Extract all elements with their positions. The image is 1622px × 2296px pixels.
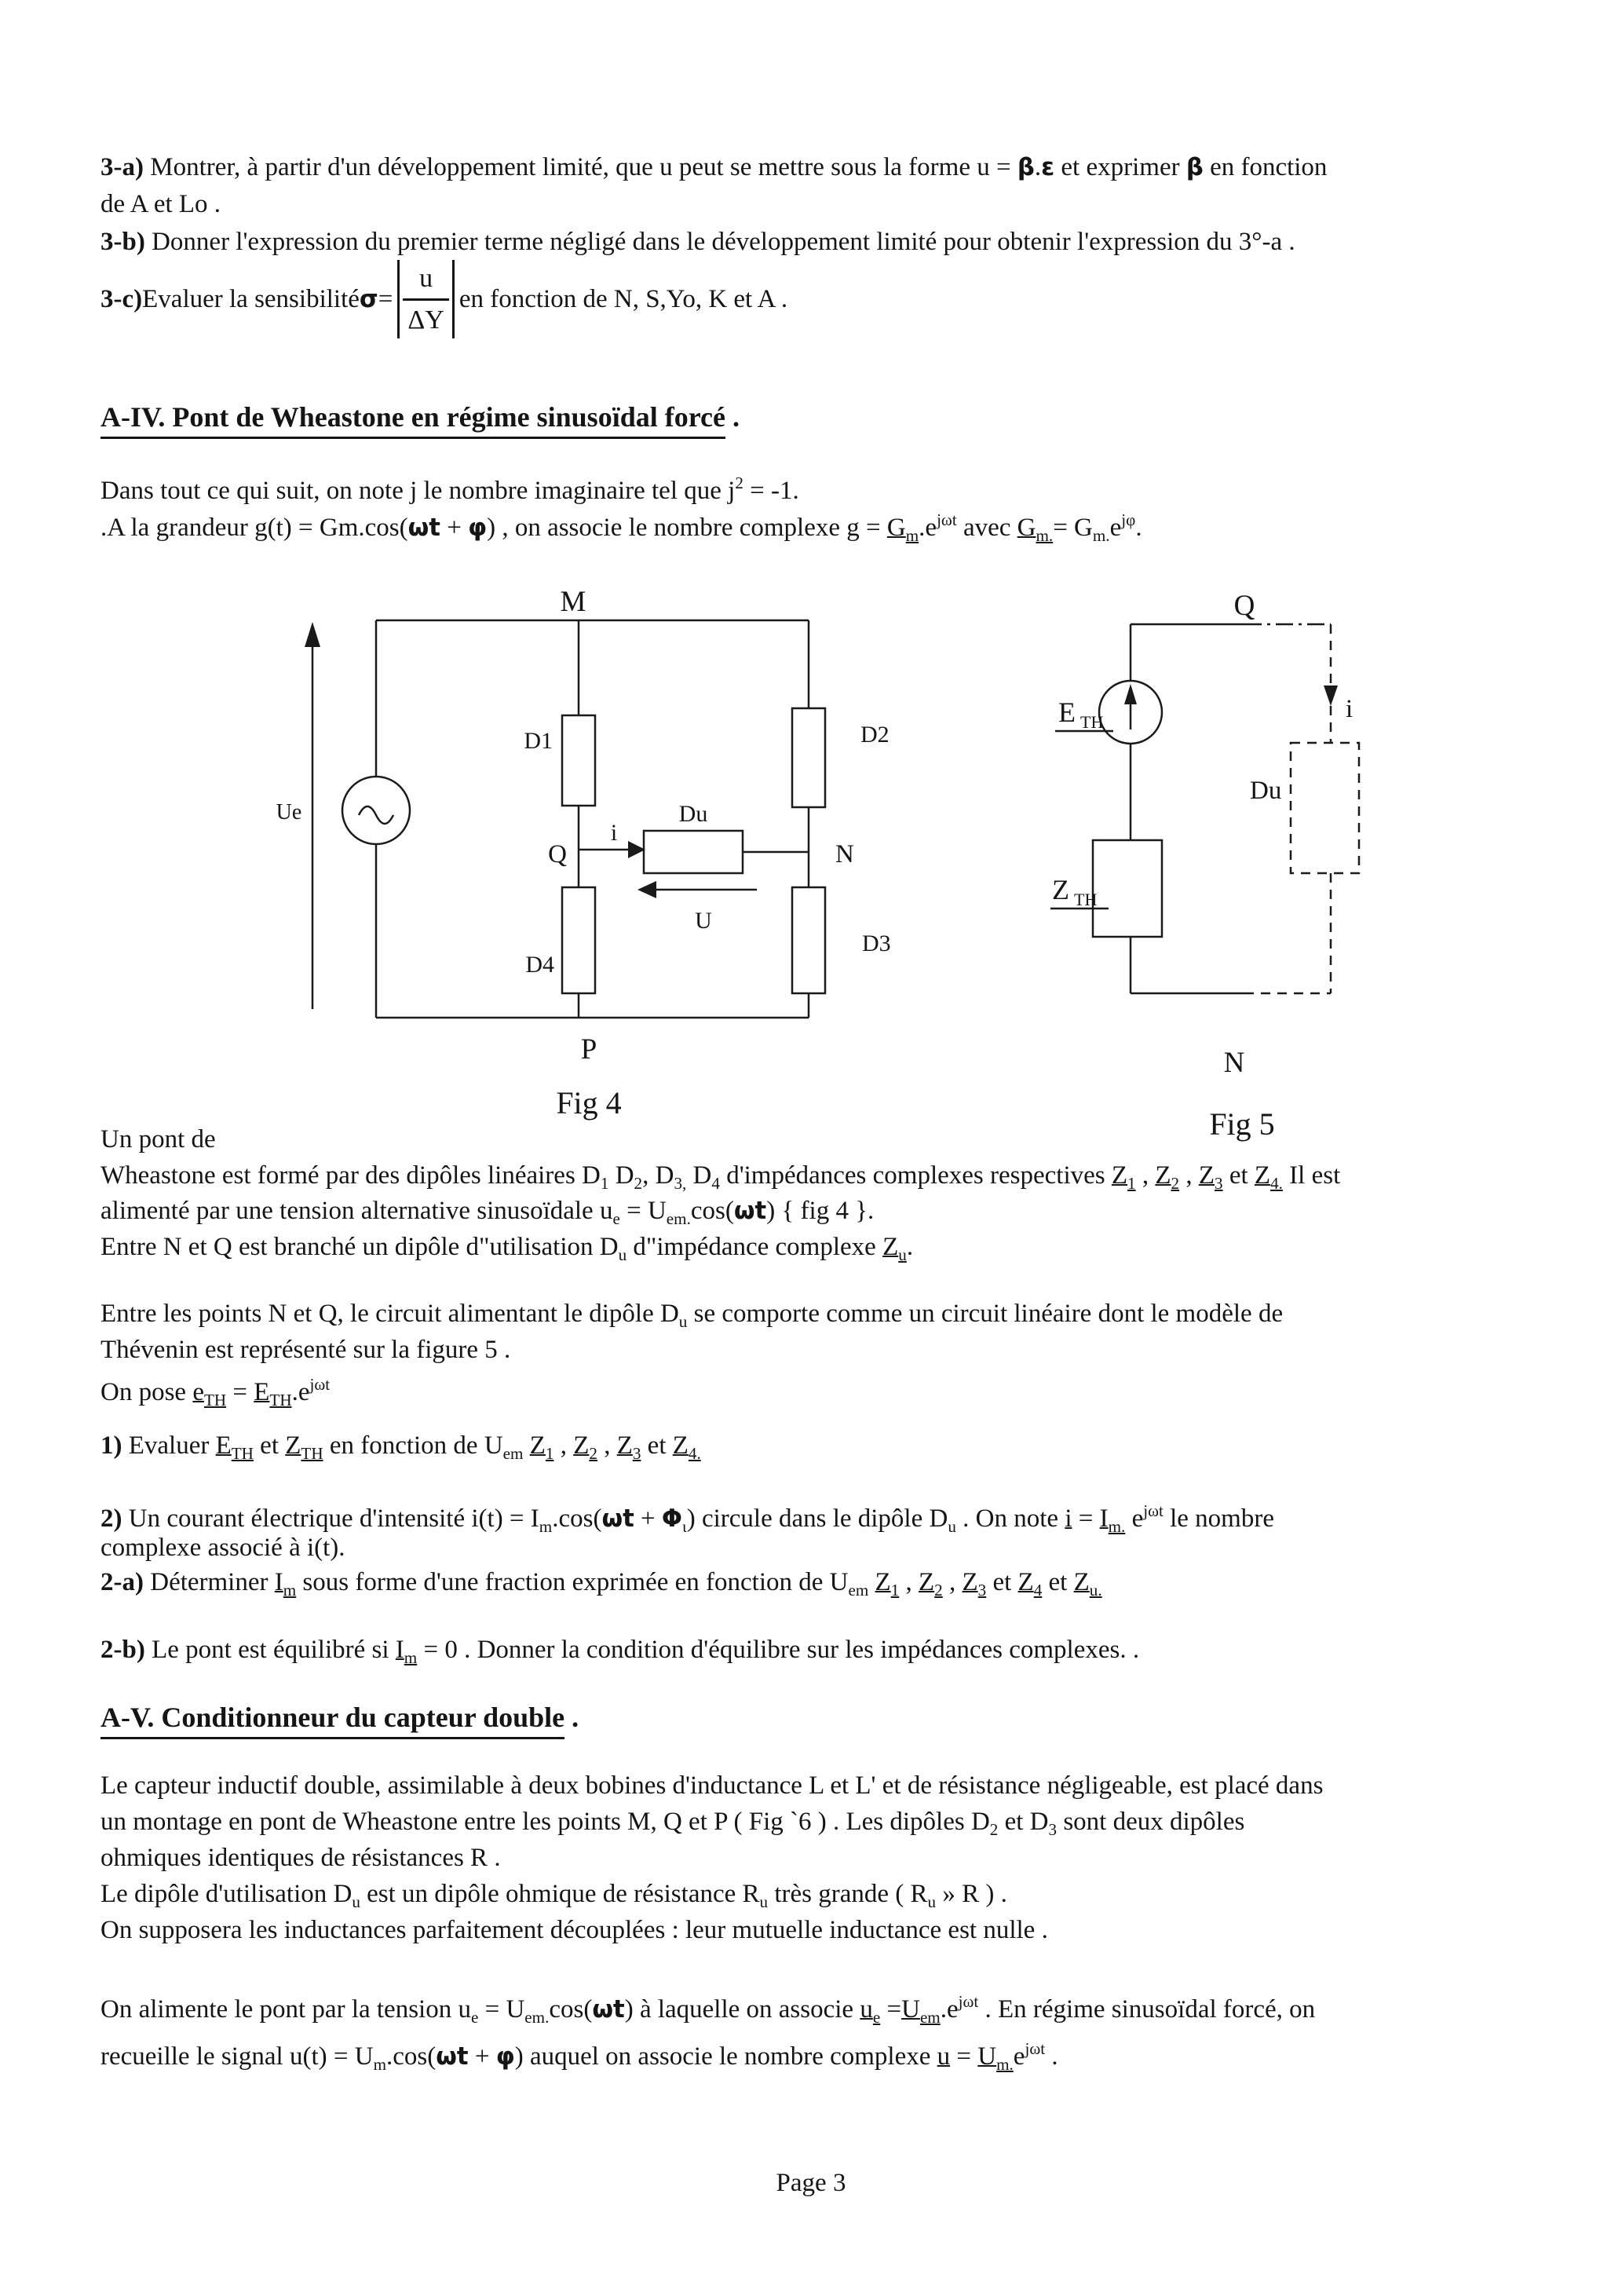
ue-label: Ue (276, 800, 302, 824)
du-label: Du (678, 801, 708, 827)
thevenin-paragraph-line2: Thévenin est représenté sur la figure 5 . (100, 1336, 511, 1364)
supply-paragraph-line2: recueille le signal $u(t) = U_m.\cos(\omega t + \varphi)$ auquel on associe le nombre complexe $u = U_{m.}e^{j\omega t}$ . (100, 2039, 1058, 2074)
question-3c-line: 3-c) Evaluer la sensibilité σ = $\frac{u}{\Delta Y}$ en fonction de N, S,Yo, K et A . (100, 253, 787, 345)
u-voltage-label: U (695, 908, 712, 934)
note-complex-line: .A la grandeur g(t) = Gm.cos(ωt + φ) , on associe le nombre complexe $g = G_m.e^{j\omega t}$ avec $G_{m.}= G_{m.}e^{j\varphi}$. (100, 510, 1142, 545)
i-arrowhead (628, 841, 645, 858)
question-3b-line: 3-b) Donner l'expression du premier terme négligé dans le développement limité pour obtenir l'expression du 3°-a . (100, 228, 1295, 256)
eth-arrowhead (1124, 684, 1137, 704)
zth-label: Z (1052, 874, 1069, 905)
section-a4-heading-tail: . (725, 401, 740, 433)
fig5-node-q-label: Q (1233, 590, 1255, 622)
page-number: Page 3 (776, 2169, 846, 2197)
bridge-paragraph-line4: Entre N et Q est branché un dipôle d"utilisation $D_u$ d"impédance complexe $Z_u$. (100, 1233, 914, 1264)
bridge-paragraph-line1: Un pont de (100, 1125, 216, 1153)
question-2b-line: 2-b) Le pont est équilibré si $I_m = 0$ . Donner la condition d'équilibre sur les impédances complexes. . (100, 1636, 1140, 1667)
d2-label: D2 (860, 722, 890, 748)
question-1-line: 1) Evaluer $E_{TH}$ et $Z_{TH}$ en fonction de $U_{em}$ $Z_1$ , $Z_2$ , $Z_3$ et $Z_{4.}$ (100, 1431, 701, 1463)
sensor-paragraph-line2: un montage en pont de Wheastone entre les points M, Q et P ( Fig `6 ) . Les dipôles $D_2$ et $D_3$ sont deux dipôles (100, 1808, 1245, 1839)
section-a5-heading-tail: . (564, 1702, 579, 1733)
question-3a-line1: 3-a) Montrer, à partir d'un développement limité, que u peut se mettre sous la forme u = β.ε et exprimer β en fonction (100, 153, 1328, 181)
page-footer (0, 2169, 1622, 2198)
section-a5-heading-text: A-V. Conditionneur du capteur double (100, 1702, 564, 1739)
d1-label: D1 (524, 728, 553, 754)
fig4-node-q-label: Q (548, 840, 567, 868)
fig4-node-m-label: M (560, 586, 586, 618)
sensor-paragraph-line3: ohmiques identiques de résistances R . (100, 1844, 501, 1872)
note-imaginary-line: Dans tout ce qui suit, on note j le nombre imaginaire tel que $j^2 = -1$. (100, 473, 799, 506)
fig5-thevenin-model (1021, 585, 1531, 1150)
d4-label: D4 (525, 952, 554, 978)
eth-label: E (1058, 696, 1076, 728)
u-arrowhead (637, 881, 656, 898)
du-box (644, 831, 743, 873)
d3-box (792, 887, 825, 993)
bridge-paragraph-line2: Wheastone est formé par des dipôles linéaires $D_1$ $D_2$, $D_{3,}$ $D_4$ d'impédances complexes respectives $Z_1$ , $Z_2$ , $Z_3$ et $Z_{4.}$ Il est (100, 1161, 1341, 1193)
fig5-caption: Fig 5 (1209, 1106, 1275, 1142)
thevenin-paragraph-line1: Entre les points N et Q, le circuit alimentant le dipôle $D_u$ se comporte comme un circuit linéaire dont le modèle de (100, 1300, 1284, 1331)
fig5-i-current-label: i (1346, 695, 1353, 723)
question-2a-line: 2-a) Déterminer $I_m$ sous forme d'une fraction exprimée en fonction de $U_{em}$ $Z_1$ , $Z_2$ , $Z_3$ et $Z_4$ et $Z_{u.}$ (100, 1568, 1102, 1600)
ac-sine-icon (359, 806, 393, 824)
du-dashed-box (1291, 743, 1359, 873)
ac-source (342, 777, 410, 844)
question-2-line2: complexe associé à i(t). (100, 1534, 345, 1562)
fig5-du-label: Du (1250, 777, 1282, 805)
section-a5-heading (100, 1701, 579, 1734)
fig4-wheatstone-bridge (259, 581, 966, 1131)
d3-label: D3 (862, 930, 891, 956)
eth-label-subscript: TH (1080, 712, 1104, 732)
ue-arrowhead (305, 622, 320, 647)
section-a4-heading-text: A-IV. Pont de Wheastone en régime sinusoïdal forcé (100, 401, 725, 439)
zth-label-subscript: TH (1074, 890, 1098, 909)
question-2-line1: 2) Un courant électrique d'intensité $i(t) = I_m.\cos(\omega t + \Phi_\iota)$ circule dans le dipôle $D_u$ . On note $i = I_{m.}$ $e^{j\omega t}$ le nombre (100, 1501, 1274, 1536)
fig5-i-arrowhead (1324, 686, 1338, 706)
zth-box (1093, 840, 1162, 937)
section-a4-heading (100, 400, 740, 433)
sensor-paragraph-line1: Le capteur inductif double, assimilable à deux bobines d'inductance L et L' et de résistance négligeable, est placé dans (100, 1771, 1324, 1800)
i-current-label: i (610, 820, 618, 846)
supply-paragraph-line1: On alimente le pont par la tension $u_e = U_{em.}\cos(\omega t)$ à laquelle on associe $u_e =U_{em}.e^{j\omega t}$ . En régime sinusoïdal forcé, on (100, 1992, 1316, 2027)
d2-box (792, 708, 825, 807)
sensor-paragraph-line5: On supposera les inductances parfaitement découplées : leur mutuelle inductance est nulle . (100, 1916, 1048, 1944)
question-3a-line2: de A et Lo . (100, 190, 221, 218)
fig4-node-n-label: N (835, 840, 854, 868)
fig4-node-p-label: P (580, 1033, 597, 1066)
sensor-paragraph-line4: Le dipôle d'utilisation $D_u$ est un dipôle ohmique de résistance $R_u$ très grande ( $R_u$ » R ) . (100, 1880, 1007, 1911)
on-pose-line: On pose $e_{TH} = E_{TH}.e^{j\omega t}$ (100, 1375, 331, 1409)
d4-box (562, 887, 595, 993)
fig5-node-n-label: N (1223, 1047, 1245, 1079)
fig4-caption: Fig 4 (556, 1085, 622, 1121)
d1-box (562, 715, 595, 806)
bridge-paragraph-line3: alimenté par une tension alternative sinusoïdale $u_e = U_{em.}\cos(\omega t)$ { fig 4 }. (100, 1197, 875, 1228)
